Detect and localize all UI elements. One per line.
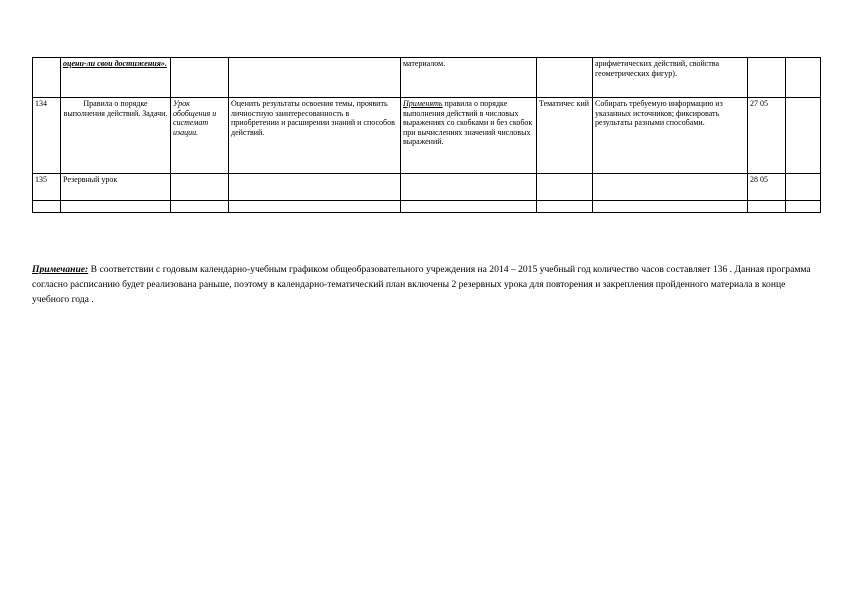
cell-activity xyxy=(401,201,537,213)
cell-topic: Резервный урок xyxy=(61,174,171,201)
cell-fact xyxy=(786,174,821,201)
cell-num xyxy=(33,58,61,98)
cell-num: 135 xyxy=(33,174,61,201)
table-row xyxy=(33,174,821,201)
cell-num xyxy=(33,201,61,213)
cell-type: Урок обобщения и системат изации. xyxy=(171,98,229,174)
footnote xyxy=(32,262,812,307)
cell-fact xyxy=(786,98,821,174)
table-row xyxy=(33,58,821,98)
table-row xyxy=(33,201,821,213)
note-text: В соответствии с годовым календарно-учебным графиком общеобразовательного учреждения на 2014 – 2015 учебный год количество часов составляет 136 . Данная программа согласно расписанию будет реализована раньше, поэтому в календарно-тематический план включены 2 резервных урока для повторения и закрепления пройденного материала в конце учебного года . xyxy=(32,264,811,305)
lesson-plan-table xyxy=(32,57,821,213)
cell-num: 134 xyxy=(33,98,61,174)
cell-uud: Собирать требуемую информацию из указанных источников; фиксировать результаты разными способами. xyxy=(593,98,748,174)
note-label: Примечание: xyxy=(32,264,89,275)
cell-uud xyxy=(593,201,748,213)
cell-type xyxy=(171,58,229,98)
cell-results xyxy=(229,58,401,98)
cell-results xyxy=(229,201,401,213)
cell-control xyxy=(537,58,593,98)
cell-uud xyxy=(593,58,748,98)
cell-activity xyxy=(401,174,537,201)
topic-text: оцени-ли свои достижения». xyxy=(63,59,167,68)
cell-date xyxy=(748,201,786,213)
cell-fact xyxy=(786,201,821,213)
cell-control xyxy=(537,174,593,201)
uud-text: арифметических действий, свойства геометрических фигур). xyxy=(595,59,720,78)
activity-text: материалом. xyxy=(403,59,446,68)
cell-topic xyxy=(61,201,171,213)
cell-topic xyxy=(61,58,171,98)
cell-date: 28 05 xyxy=(748,174,786,201)
cell-activity xyxy=(401,58,537,98)
cell-type xyxy=(171,201,229,213)
cell-activity xyxy=(401,98,537,174)
activity-text: правила о порядке выполнения действий в числовых выражениях со скобками и без скобок при вычислениях значений числовых выражений. xyxy=(403,99,533,146)
cell-type xyxy=(171,174,229,201)
table-row xyxy=(33,98,821,174)
cell-date: 27 05 xyxy=(748,98,786,174)
cell-control: Тематичес кий xyxy=(537,98,593,174)
cell-date xyxy=(748,58,786,98)
cell-topic: Правила о порядке выполнения действий. Задачи. xyxy=(61,98,171,174)
cell-results xyxy=(229,174,401,201)
activity-lead: Применять xyxy=(403,99,443,108)
cell-control xyxy=(537,201,593,213)
cell-uud xyxy=(593,174,748,201)
cell-fact xyxy=(786,58,821,98)
cell-results: Оценить результаты освоения темы, проявить личностную заинтересованность в приобретении и расширении знаний и способов действий. xyxy=(229,98,401,174)
